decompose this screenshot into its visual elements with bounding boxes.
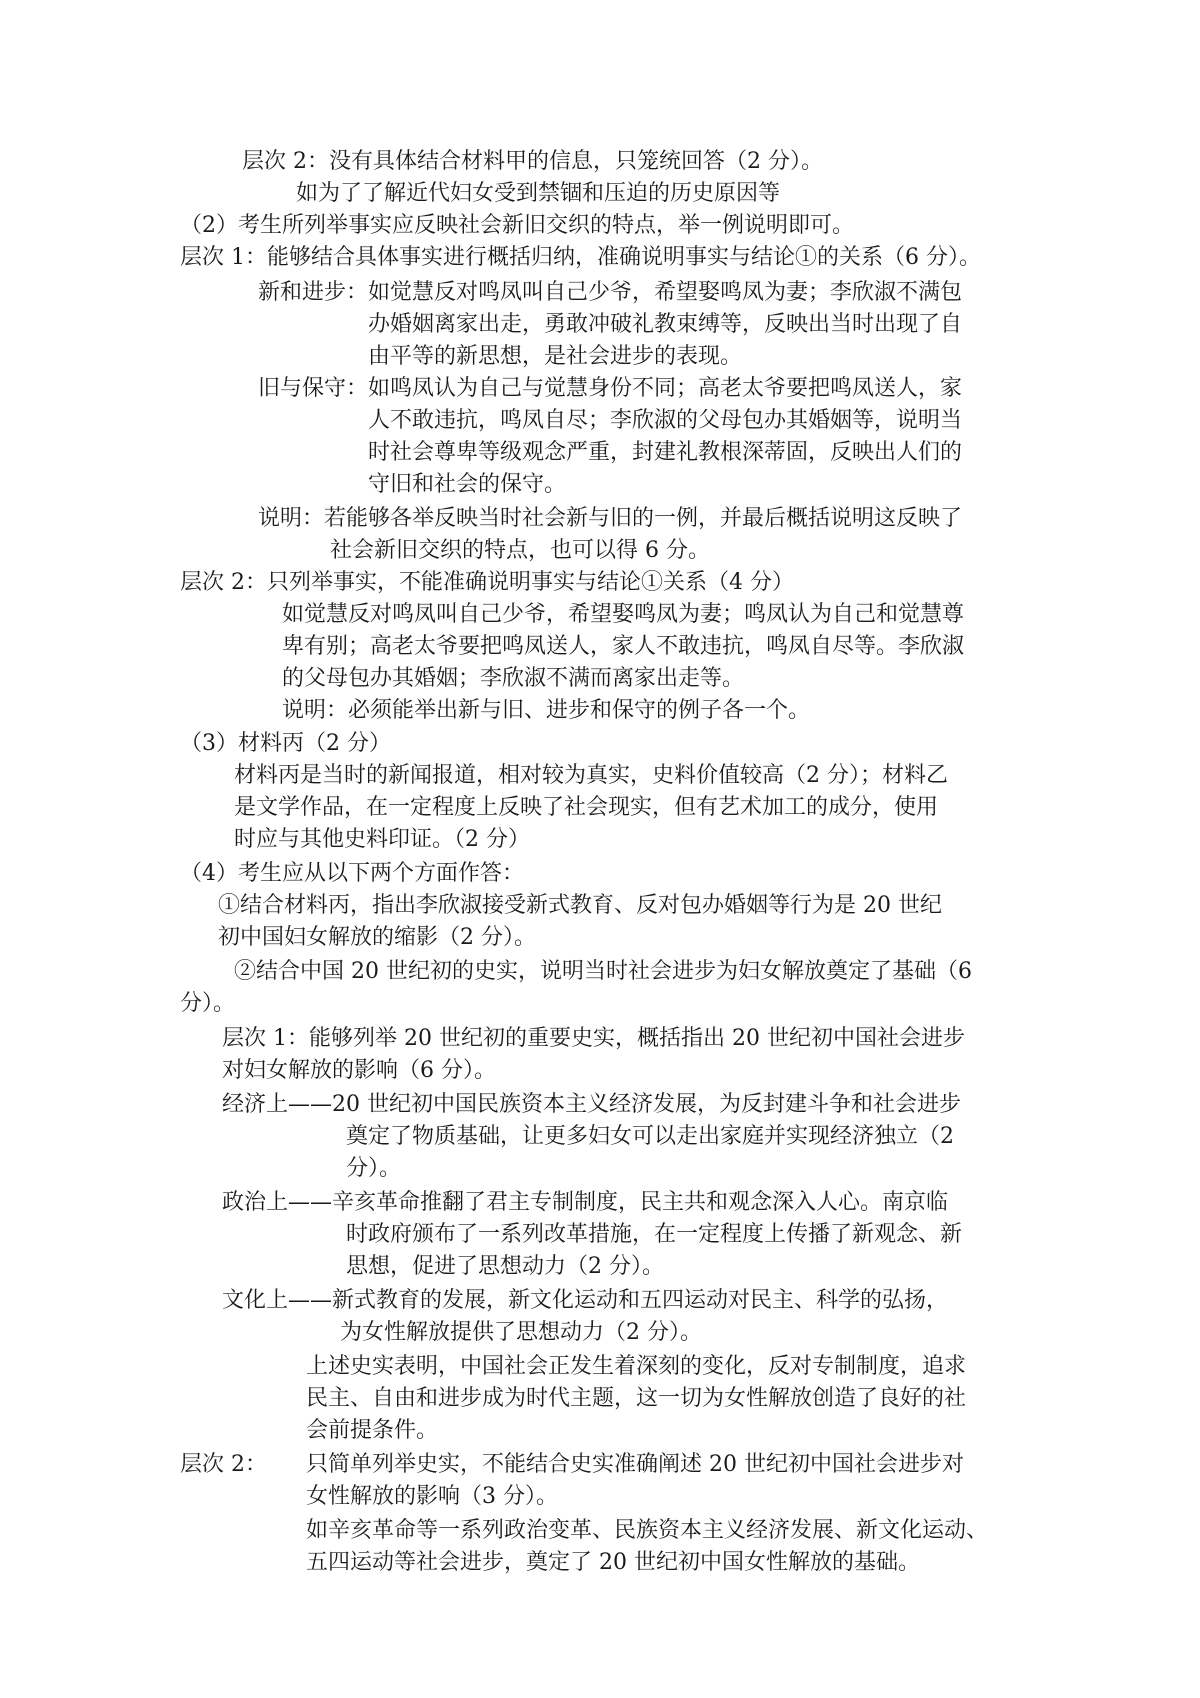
q4-political-line-3: 思想，促进了思想动力（2 分）。 [346, 1254, 664, 1279]
q2-old-conservative-line-1: 旧与保守：如鸣凤认为自己与觉慧身份不同；高老太爷要把鸣凤送人，家 [258, 376, 963, 401]
q4-tier2-criteria-line-1: 只简单列举史实，不能结合史实准确阐述 20 世纪初中国社会进步对 [306, 1452, 964, 1477]
q2-tier2-example-line-2: 卑有别；高老太爷要把鸣凤送人，家人不敢违抗，鸣凤自尽等。李欣淑 [282, 634, 965, 659]
q4-economic-line-2: 奠定了物质基础，让更多妇女可以走出家庭并实现经济独立（2 [346, 1124, 954, 1149]
q4-tier2-label: 层次 2： [180, 1452, 267, 1477]
q4-tier1-criteria-line-1: 层次 1：能够列举 20 世纪初的重要史实，概括指出 20 世纪初中国社会进步 [222, 1026, 965, 1051]
q4-point-2-line-1: ②结合中国 20 世纪初的史实，说明当时社会进步为妇女解放奠定了基础（6 [234, 959, 972, 984]
q2-tier1-criteria: 层次 1：能够结合具体事实进行概括归纳，准确说明事实与结论①的关系（6 分）。 [180, 245, 981, 270]
q2-tier2-criteria: 层次 2：只列举事实，不能准确说明事实与结论①关系（4 分） [180, 570, 794, 595]
q2-tier2-example-line-3: 的父母包办其婚姻；李欣淑不满而离家出走等。 [282, 666, 745, 691]
q4-cultural-line-1: 文化上——新式教育的发展，新文化运动和五四运动对民主、科学的弘扬， [222, 1288, 949, 1313]
tier2-vague-answer-line: 层次 2：没有具体结合材料甲的信息，只笼统回答（2 分）。 [242, 149, 823, 174]
q4-summary-line-2: 民主、自由和进步成为时代主题，这一切为女性解放创造了良好的社 [306, 1386, 967, 1411]
q3-answer-line-1: 材料丙是当时的新闻报道，相对较为真实，史料价值较高（2 分）；材料乙 [234, 763, 948, 788]
q2-new-progress-line-1: 新和进步：如觉慧反对鸣凤叫自己少爷，希望娶鸣凤为妻；李欣淑不满包 [258, 280, 963, 305]
q2-tier2-note: 说明：必须能举出新与旧、进步和保守的例子各一个。 [282, 698, 811, 723]
q3-answer-line-3: 时应与其他史料印证。（2 分） [234, 827, 530, 852]
question-2-heading: （2）考生所列举事实应反映社会新旧交织的特点，举一例说明即可。 [180, 213, 854, 238]
q2-old-conservative-line-3: 时社会尊卑等级观念严重，封建礼教根深蒂固，反映出人们的 [368, 440, 963, 465]
question-4-heading: （4）考生应从以下两个方面作答： [180, 861, 524, 886]
q2-tier2-example-line-1: 如觉慧反对鸣凤叫自己少爷，希望娶鸣凤为妻；鸣凤认为自己和觉慧尊 [282, 602, 965, 627]
q4-political-line-1: 政治上——辛亥革命推翻了君主专制制度，民主共和观念深入人心。南京临 [222, 1190, 949, 1215]
q2-old-conservative-line-2: 人不敢违抗，鸣凤自尽；李欣淑的父母包办其婚姻等，说明当 [368, 408, 963, 433]
q3-answer-line-2: 是文学作品，在一定程度上反映了社会现实，但有艺术加工的成分，使用 [234, 795, 939, 820]
q4-point-1-line-1: ①结合材料丙，指出李欣淑接受新式教育、反对包办婚姻等行为是 20 世纪 [218, 893, 942, 918]
q2-note-line-2: 社会新旧交织的特点，也可以得 6 分。 [330, 538, 710, 563]
q2-new-progress-line-2: 办婚姻离家出走，勇敢冲破礼教束缚等，反映出当时出现了自 [368, 312, 963, 337]
q4-cultural-line-2: 为女性解放提供了思想动力（2 分）。 [340, 1320, 702, 1345]
q4-point-2-line-2: 分）。 [180, 991, 236, 1016]
q2-note-line-1: 说明：若能够各举反映当时社会新与旧的一例，并最后概括说明这反映了 [258, 506, 963, 531]
q4-economic-line-1: 经济上——20 世纪初中国民族资本主义经济发展，为反封建斗争和社会进步 [222, 1092, 961, 1117]
q2-old-conservative-line-4: 守旧和社会的保守。 [368, 472, 567, 497]
q4-tier2-criteria-line-2: 女性解放的影响（3 分）。 [306, 1484, 558, 1509]
q2-new-progress-line-3: 由平等的新思想，是社会进步的表现。 [368, 344, 743, 369]
q4-political-line-2: 时政府颁布了一系列改革措施，在一定程度上传播了新观念、新 [346, 1222, 963, 1247]
q4-point-1-line-2: 初中国妇女解放的缩影（2 分）。 [218, 925, 536, 950]
q4-tier2-example-line-1: 如辛亥革命等一系列政治变革、民族资本主义经济发展、新文化运动、 [306, 1518, 989, 1543]
q4-summary-line-1: 上述史实表明，中国社会正发生着深刻的变化，反对专制制度，追求 [306, 1354, 967, 1379]
q4-summary-line-3: 会前提条件。 [306, 1418, 439, 1443]
q4-economic-line-3: 分）。 [346, 1156, 402, 1181]
question-3-heading: （3）材料丙（2 分） [180, 731, 391, 756]
tier2-example-line: 如为了了解近代妇女受到禁锢和压迫的历史原因等 [296, 181, 781, 206]
q4-tier2-example-line-2: 五四运动等社会进步，奠定了 20 世纪初中国女性解放的基础。 [306, 1550, 920, 1575]
q4-tier1-criteria-line-2: 对妇女解放的影响（6 分）。 [222, 1058, 496, 1083]
